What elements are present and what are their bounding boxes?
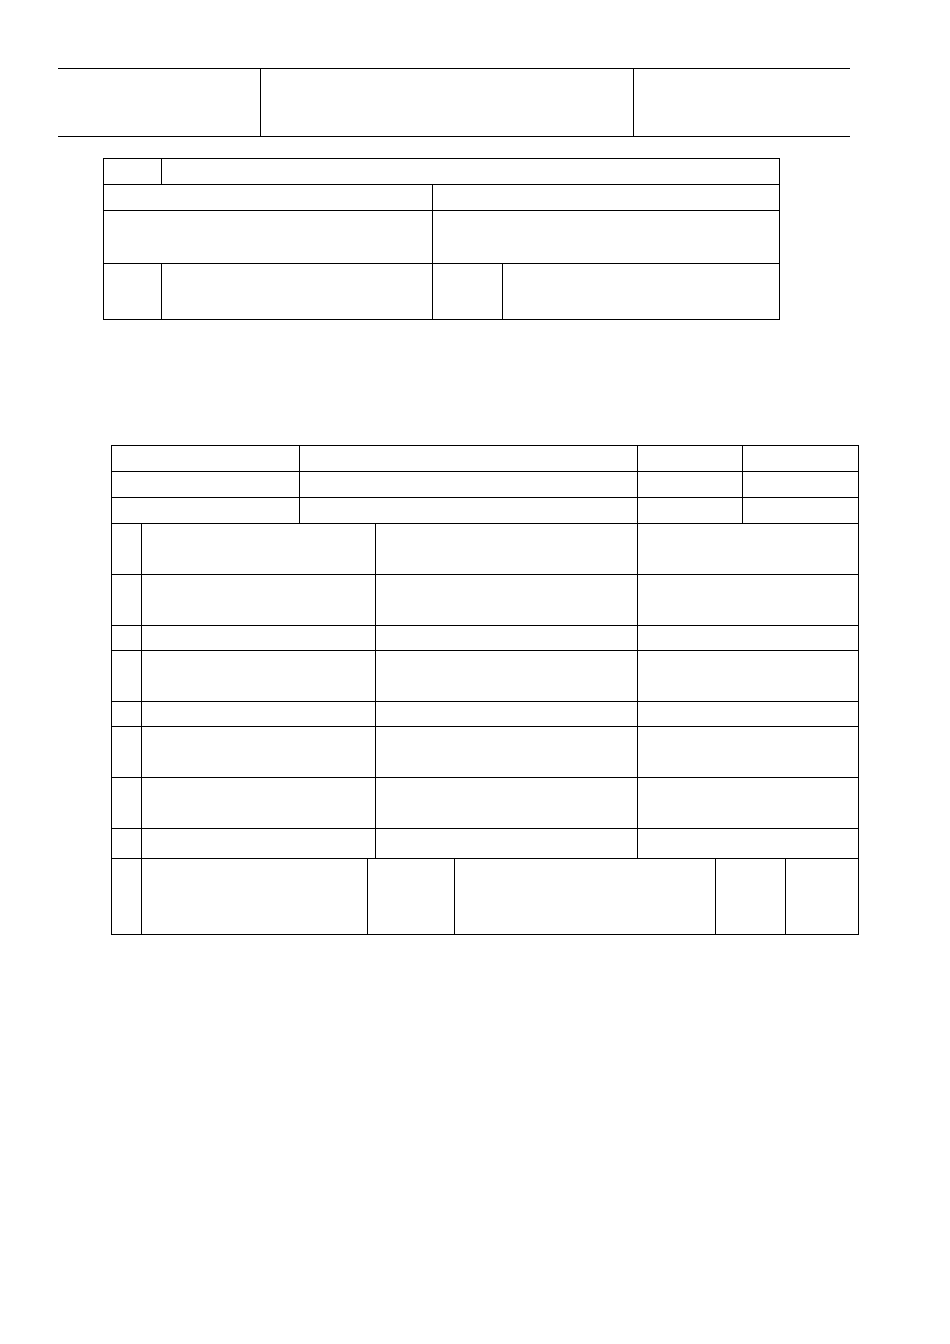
inspect-row-no xyxy=(112,727,142,778)
inspect-header-item xyxy=(142,524,376,575)
inspect-row-item xyxy=(142,651,376,702)
grade-label xyxy=(433,185,780,211)
inspect-header-no xyxy=(112,524,142,575)
inspect-header-record xyxy=(638,524,859,575)
inspect-row-record xyxy=(638,575,859,626)
measure-header-item xyxy=(142,859,368,935)
inspect-row-record xyxy=(638,651,859,702)
element-name-label xyxy=(112,498,300,524)
measure-header-tolerance xyxy=(368,859,455,935)
builder-date xyxy=(162,264,433,320)
measure-header-no xyxy=(112,859,142,935)
builder-info-label xyxy=(638,472,743,497)
inspect-row-standard xyxy=(376,651,638,702)
inspect-row-record xyxy=(638,829,859,859)
inspect-row-standard xyxy=(376,778,638,829)
grade-cell xyxy=(433,211,780,264)
inspect-row-item xyxy=(142,778,376,829)
inspect-row-no xyxy=(112,575,142,626)
inspect-row-item xyxy=(142,727,376,778)
opinion-label xyxy=(104,185,433,211)
header-divider xyxy=(260,68,261,136)
inspect-row-record xyxy=(638,727,859,778)
supervisor-date xyxy=(503,264,780,320)
builder-group xyxy=(638,472,859,498)
evaluation-table xyxy=(103,158,780,320)
builder-info-value xyxy=(743,472,858,497)
measure-header-pass-rate xyxy=(786,859,859,935)
unit-project-value xyxy=(300,446,638,472)
header-bottom-rule xyxy=(58,136,850,137)
inspect-header-standard xyxy=(376,524,638,575)
inspect-row-no xyxy=(112,829,142,859)
builder-label xyxy=(104,264,162,320)
inspect-row-record xyxy=(638,626,859,651)
inspect-row-standard xyxy=(376,829,638,859)
unit-project-label xyxy=(112,446,300,472)
header-divider xyxy=(633,68,634,136)
inspect-row-no xyxy=(112,626,142,651)
inspect-row-no xyxy=(112,778,142,829)
opinion-cell xyxy=(104,211,433,264)
inspect-row-standard xyxy=(376,702,638,727)
inspect-row-item xyxy=(142,702,376,727)
inspect-row-item xyxy=(142,626,376,651)
header-top-rule xyxy=(58,68,850,69)
inspect-date-group xyxy=(638,498,859,524)
inspect-row-no xyxy=(112,651,142,702)
sub-project-label xyxy=(112,472,300,498)
result-text xyxy=(162,159,780,185)
sub-project-value xyxy=(300,472,638,498)
unit-qty-group xyxy=(638,446,859,472)
inspect-row-no xyxy=(112,702,142,727)
result-label xyxy=(104,159,162,185)
inspect-row-standard xyxy=(376,575,638,626)
inspect-row-record xyxy=(638,778,859,829)
measure-header-pass-count xyxy=(716,859,786,935)
measure-header-measured xyxy=(455,859,716,935)
inspect-row-item xyxy=(142,575,376,626)
element-name-value xyxy=(300,498,638,524)
measure-table xyxy=(111,858,859,935)
supervisor-label xyxy=(433,264,503,320)
unit-qty-label xyxy=(638,446,743,471)
inspect-row-standard xyxy=(376,727,638,778)
inspect-row-record xyxy=(638,702,859,727)
inspect-date-label xyxy=(638,498,743,523)
inspect-date-value xyxy=(743,498,858,523)
inspect-row-item xyxy=(142,829,376,859)
unit-qty-value xyxy=(743,446,858,471)
info-table xyxy=(111,445,859,859)
inspect-row-standard xyxy=(376,626,638,651)
